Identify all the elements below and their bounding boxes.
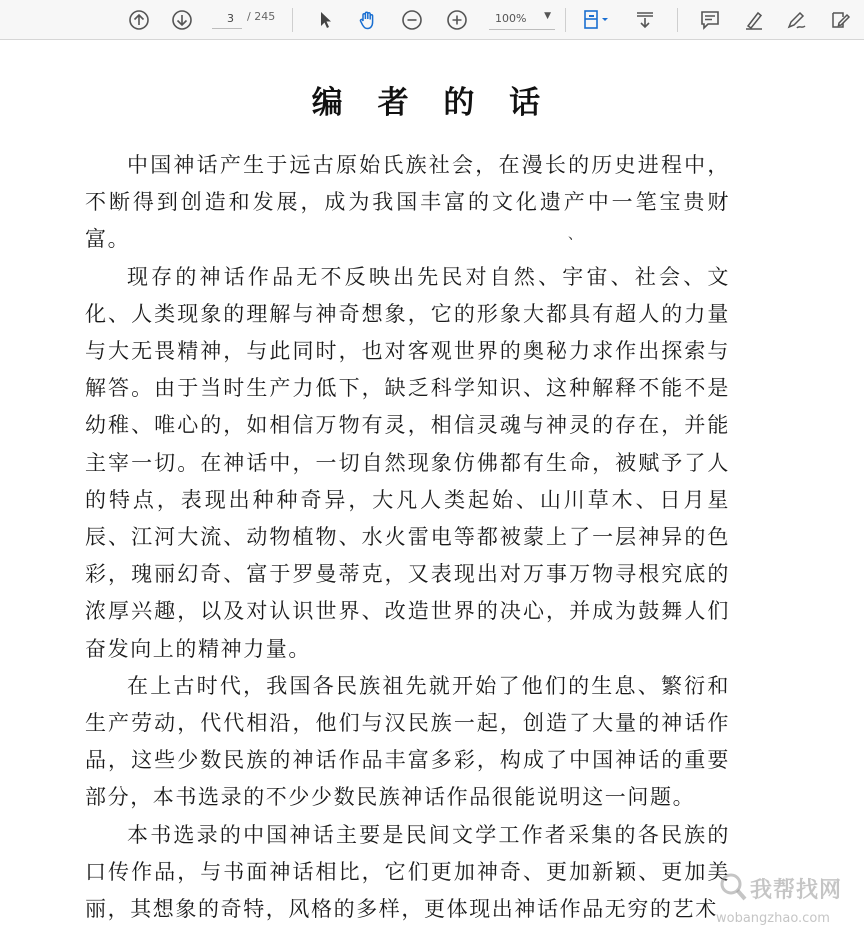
page-display-icon: [583, 9, 611, 31]
scroll-mode-icon: [634, 9, 656, 31]
select-tool-button[interactable]: [311, 6, 339, 34]
zoom-in-icon: [446, 9, 468, 31]
magnifier-logo-icon: [718, 871, 748, 905]
select-cursor-icon: [314, 9, 336, 31]
pdf-toolbar: [0, 0, 864, 40]
highlight-icon: [743, 9, 765, 31]
sign-icon: [829, 9, 851, 31]
paragraph: 现存的神话作品无不反映出先民对自然、宇宙、社会、文化、人类现象的理解与神奇想象，它的形象大都具有超人的力量与大无畏精神，与此同时，也对客观世界的奥秘力求作出探索与解答。由于当时生产力低下，缺乏科学知识、这种解释不能不是幼稚、唯心的，如相信万物有灵，相信灵魂与神灵的存在，并能主宰一切。在神话中，一切自然现象仿佛都有生命，被赋予了人的特点，表现出种种奇异，大凡人类起始、山川草木、日月星辰、江河大流、动物植物、水火雷电等都被蒙上了一层神异的色彩，瑰丽幻奇、富于罗曼蒂克，又表现出对万事万物寻根究底的浓厚兴趣，以及对认识世界、改造世界的决心，并成为鼓舞人们奋发向上的精神力量。: [85, 264, 730, 661]
next-page-button[interactable]: [168, 6, 196, 34]
page-total-label: / 245: [247, 10, 276, 23]
page-display-button[interactable]: [580, 6, 614, 34]
document-page: [0, 41, 864, 926]
hand-tool-button[interactable]: [354, 6, 382, 34]
comment-icon: [699, 9, 721, 31]
body-text: [85, 147, 730, 928]
toolbar-divider: [292, 8, 293, 32]
draw-pen-icon: [785, 9, 807, 31]
paragraph: 在上古时代，我国各民族祖先就开始了他们的生息、繁衍和生产劳动，代代相沿，他们与汉民族一起，创造了大量的神话作品，这些少数民族的神话作品丰富多彩，构成了中国神话的重要部分，本书选录的不少少数民族神话作品很能说明这一问题。: [85, 673, 730, 810]
zoom-level-value: 100%: [495, 12, 527, 25]
prev-page-icon: [128, 9, 150, 31]
page-title: 编 者 的 话: [311, 85, 553, 121]
toolbar-divider: [677, 8, 678, 32]
next-page-icon: [171, 9, 193, 31]
page-number-input[interactable]: 3: [212, 9, 242, 29]
hand-tool-icon: [357, 9, 379, 31]
chevron-down-icon: ▼: [544, 11, 551, 21]
stray-mark: 、: [568, 227, 582, 243]
draw-button[interactable]: [782, 6, 810, 34]
watermark: [712, 867, 862, 937]
zoom-in-button[interactable]: [443, 6, 471, 34]
paragraph: 本书选录的中国神话主要是民间文学工作者采集的各民族的口传作品，与书面神话相比，它们更加神奇、更加新颖、更加美丽，其想象的奇特，风格的多样，更体现出神话作品无穷的艺术: [85, 822, 730, 922]
watermark-text: 我帮找网: [750, 878, 843, 903]
zoom-out-button[interactable]: [398, 6, 426, 34]
watermark-url: wobangzhao.com: [716, 911, 830, 926]
prev-page-button[interactable]: [125, 6, 153, 34]
sign-button[interactable]: [826, 6, 854, 34]
highlight-button[interactable]: [740, 6, 768, 34]
zoom-level-select[interactable]: [489, 8, 555, 30]
toolbar-divider: [565, 8, 566, 32]
scroll-mode-button[interactable]: [631, 6, 659, 34]
zoom-out-icon: [401, 9, 423, 31]
paragraph: 中国神话产生于远古原始氏族社会，在漫长的历史进程中，不断得到创造和发展，成为我国丰富的文化遗产中一笔宝贵财富。: [85, 153, 730, 252]
comment-button[interactable]: [696, 6, 724, 34]
